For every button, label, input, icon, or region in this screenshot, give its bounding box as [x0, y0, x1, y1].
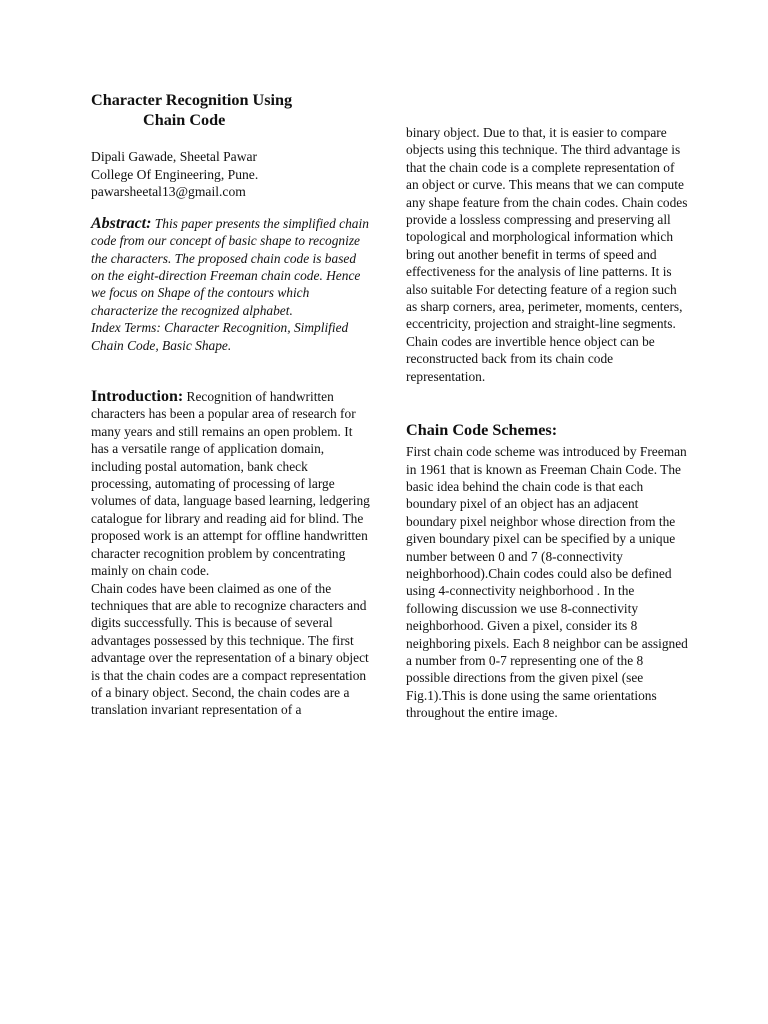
author-names: Dipali Gawade, Sheetal Pawar	[91, 149, 258, 164]
abstract	[91, 215, 371, 354]
left-column	[91, 90, 371, 719]
introduction-heading: Introduction:	[91, 388, 184, 406]
right-column	[406, 124, 688, 722]
chain-code-schemes-heading: Chain Code Schemes:	[406, 421, 558, 440]
paper-title	[91, 90, 371, 130]
abstract-text: This paper presents the simplified chain code from our concept of basic shape to recognize the characters. The proposed chain code is based on the eight-direction Freeman chain code. Hence we focus on Shape of the contours which characterize the recognized alphabet.	[91, 215, 369, 318]
author-email: pawarsheetal13@gmail.com	[91, 184, 246, 200]
chain-code-schemes-paragraph: First chain code scheme was introduced by Freeman in 1961 that is known as Freeman Chain Code. The basic idea behind the chain code is that each boundary pixel of an object has an adjacent boundary pixel neighbor whose direction from the given boundary pixel can be specified by a unique number between 0 and 7 (8-connectivity neighborhood).Chain codes could also be defined using 4-connectivity neighborhood . In the following discussion we use 8-connectivity neighborhood. Given a pixel, consider its 8 neighboring pixels. Each 8 neighbor can be assigned a number from 0-7 representing one of the 8 possible directions from the given pixel (see Fig.1).This is done using the same orientations throughout the entire image.	[406, 444, 688, 721]
title-line-2: Chain Code	[143, 111, 226, 129]
intro-paragraph-2: Chain codes have been claimed as one of the techniques that are able to recognize characters and digits successfully. This is because of several advantages possessed by this technique. The first advantage over the representation of a binary object is that the chain codes are a compact representation of a binary object. Second, the chain codes are a translation invariant representation of a	[91, 580, 369, 718]
introduction-section	[91, 388, 371, 719]
index-terms: Index Terms: Character Recognition, Simplified Chain Code, Basic Shape.	[91, 320, 349, 353]
continuation-paragraph: binary object. Due to that, it is easier to compare objects using this technique. The third advantage is that the chain code is a complete representation of an object or curve. This means that we can compute any shape feature from the chain codes. Chain codes provide a lossless compressing and preserving all topological and morphological information which bring out another benefit in terms of speed and effectiveness for the analysis of line patterns. It is also suitable For detecting feature of a region such as sharp corners, area, perimeter, moments, centers, eccentricity, projection and straight-line segments. Chain codes are invertible hence object can be reconstructed back from its chain code representation.	[406, 125, 688, 384]
author-affiliation: College Of Engineering, Pune.	[91, 166, 259, 182]
intro-text-1: Recognition of handwritten characters has been a popular area of research for many years and still remains an open problem. It has a versatile range of application domain, including postal automation, bank check processing, automating of processing of large volumes of data, language based learning, ledgering catalogue for library and reading aid for blind. The proposed work is an attempt for offline handwritten character recognition problem by concentrating mainly on chain code.	[91, 389, 370, 579]
title-line-1: Character Recognition Using	[91, 91, 293, 109]
intro-paragraph-1	[91, 388, 371, 579]
author-block	[91, 148, 371, 201]
abstract-label: Abstract:	[91, 214, 152, 232]
